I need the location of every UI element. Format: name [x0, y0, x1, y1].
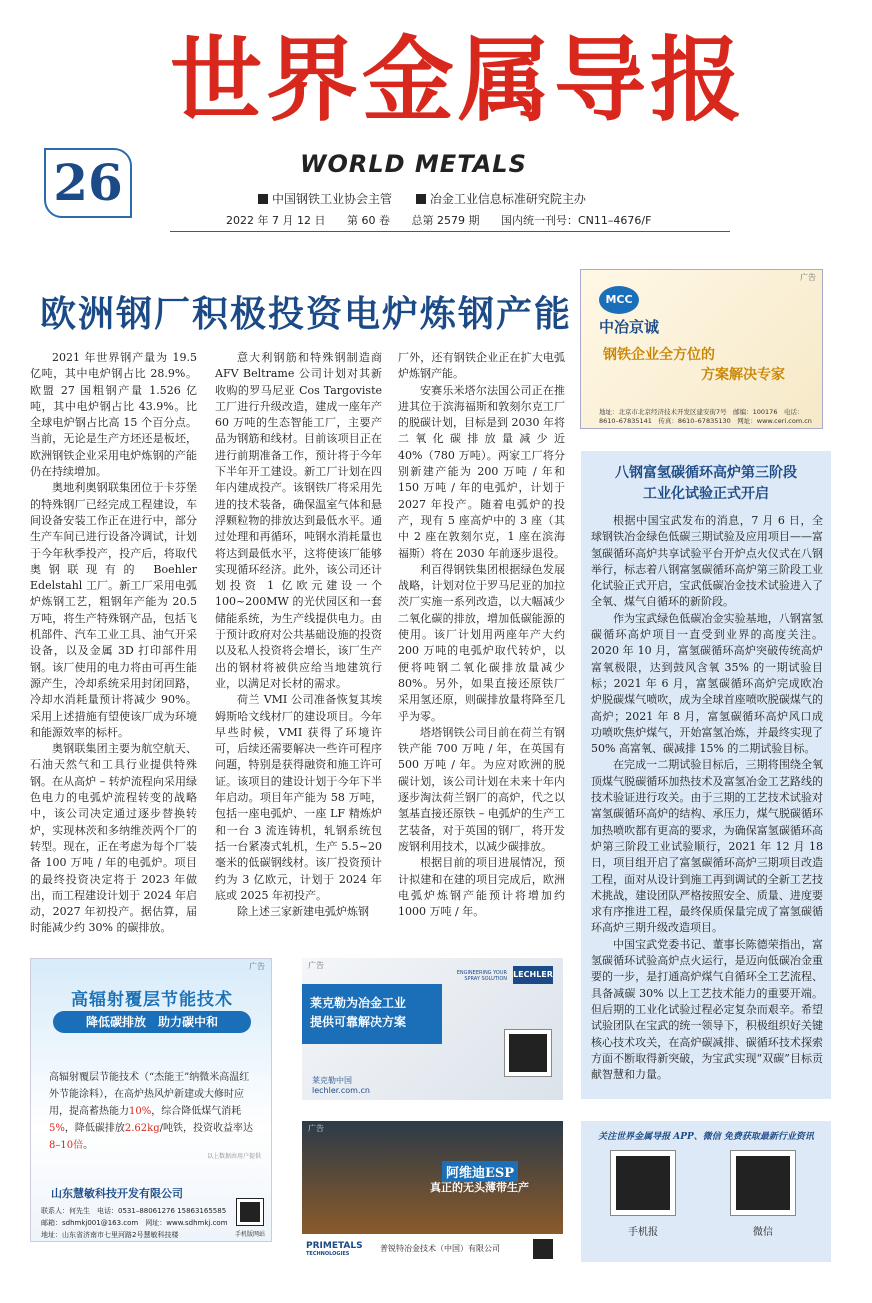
ad-primetals[interactable]	[302, 1121, 563, 1262]
ad-lechler[interactable]	[302, 958, 563, 1100]
paragraph: 塔塔钢铁公司目前在荷兰有钢铁产能 700 万吨 / 年，在英国有 500 万吨 / 年。为应对欧洲的脱碳计划，该公司计划在未来十年内逐步淘汰荷兰钢厂的高炉，代之以氢基直接还原铁 – 电弧炉的生产工艺装备，对于英国的钢厂，将开发废钢利用技术，以减少碳排放。	[398, 725, 565, 853]
paragraph: 奥地利奥钢联集团位于卡芬堡的特殊钢厂已经完成工程建设，车间设备安装工作正在进行中，部分生产车间已进行设备冷调试，计划于今年秋季投产，投产后，将取代奥钢联现有的 Boehler Edelstahl 工厂。新工厂采用电弧炉炼钢工艺，粗钢年产能为 20.5 万吨，将生产特殊钢产品，包括飞机部件、汽车工业工具、油气开采设备，以及金属 3D 打印部件用钢。该厂使用的电力将由可再生能源产生，冷却系统采用封闭回路，冷却水消耗量预计将减少 90%。采用上述措施有望使该厂成为环境和能源效率的标杆。	[30, 481, 197, 739]
lechler-contact: 莱克勒中国 lechler.com.cn	[312, 1076, 370, 1095]
ad-company: 山东慧敏科技开发有限公司	[51, 1187, 183, 1200]
issue-volume: 第 60 卷	[346, 214, 390, 227]
masthead-english: WORLD METALS	[300, 150, 527, 178]
paragraph: 根据中国宝武发布的消息，7 月 6 日，全球钢铁冶金绿色低碳三期试验及应用项目——富氢碳循环高炉共享试验平台开炉点火仪式在八钢举行，标志着八钢富氢碳循环高炉第三阶段工业化试验正式开启，宝武低碳冶金技术试验进入了全氧、煤气自循环的新阶段。	[591, 514, 823, 609]
primetals-subtitle: 真正的无头薄带生产	[430, 1181, 529, 1194]
issue-date: 2022 年 7 月 12 日	[226, 214, 326, 227]
mcc-slogan-1: 钢铁企业全方位的	[603, 347, 715, 363]
lechler-logo: LECHLER	[513, 966, 553, 984]
sidebar-body	[591, 513, 823, 1083]
masthead-rule	[170, 231, 730, 232]
primetals-logo: PRIMETALS TECHNOLOGIES	[306, 1241, 363, 1257]
square-bullet-icon	[258, 194, 268, 204]
sidebar-title	[581, 463, 831, 505]
masthead-title: 世界金属导报	[170, 26, 747, 134]
follow-header: 关注世界金属导报 APP、微信 免费获取最新行业资讯	[598, 1132, 814, 1142]
article-column-3	[398, 350, 565, 920]
ad-title: 高辐射覆层节能技术	[71, 990, 233, 1010]
mcc-logo: MCC	[599, 286, 639, 314]
paragraph: 荷兰 VMI 公司准备恢复其埃姆斯哈文线材厂的建设项目。今年早些时候，VMI 获得了环境许可，后续还需要解决一些许可程序问题，特别是获得融资和施工许可证。该项目的建设计划于今年下半年启动。项目年产能为 58 万吨，包括一座电弧炉、一座 LF 精炼炉和一台 3 流连铸机，轧钢系统包括一台紧凑式轧机，生产 5.5~20 毫米的低碳钢线材。该厂投资预计约为 3 亿欧元，计划于 2024 年底或 2025 年初投产。	[215, 693, 382, 902]
paragraph: 根据目前的项目进展情况，预计拟建和在建的项目完成后，欧洲电弧炉炼钢产能预计将增加约 1000 万吨 / 年。	[398, 856, 565, 919]
sidebar-title-line-2: 工业化试验正式开启	[643, 486, 769, 502]
qr-label: 手机版网站	[234, 1231, 265, 1238]
ad-label: 广告	[800, 273, 816, 282]
article-headline: 欧洲钢厂积极投资电炉炼钢产能	[40, 293, 573, 335]
mcc-slogan-2: 方案解决专家	[701, 367, 785, 383]
qr-code-icon[interactable]	[731, 1151, 795, 1215]
issue-line	[226, 212, 726, 228]
paragraph: 利百得钢铁集团根据绿色发展战略，计划对位于罗马尼亚的加拉茨厂实施一系列改造，以大幅减少二氧化碳的排放，增加低碳能源的使用。该厂计划用两座年产大约 200 万吨的电弧炉取代转炉，以便将吨钢二氧化碳排放量减少 80%。另外，如果直接还原铁厂采用氢还原，则碳排放量将降至几乎为零。	[398, 562, 565, 723]
paragraph: 安赛乐米塔尔法国公司正在推进其位于滨海福斯和敦刻尔克工厂的脱碳计划，目标是到 2030 年将二氧化碳排放量减少近 40%（780 万吨）。两家工厂将分别新建产能为 200 万吨 / 年和 150 万吨 / 年的电弧炉，计划于 2027 年投产。随着电弧炉的投产，现有 5 座高炉中的 3 座（其中 2 座在敦刻尔克，1 座在滨海福斯）将在 2030 年前逐步退役。	[398, 383, 565, 560]
qr-code-icon[interactable]	[533, 1239, 553, 1259]
qr-code-icon[interactable]	[505, 1030, 551, 1076]
ad-mcc[interactable]	[580, 269, 823, 429]
ad-radiation-coating[interactable]	[30, 958, 272, 1242]
ad-label: 广告	[249, 962, 265, 971]
sponsor-2: 冶金工业信息标准研究院主办	[416, 192, 586, 206]
qr-label-wechat: 微信	[753, 1227, 773, 1238]
lechler-tagline: ENGINEERING YOUR SPRAY SOLUTION	[456, 970, 507, 982]
paragraph: 意大利钢筋和特殊钢制造商 AFV Beltrame 公司计划对其新收购的罗马尼亚 Cos Targoviste 工厂进行升级改造，建成一座年产 60 万吨的生态智能工厂，主要产品为钢筋和线材。目前该项目正在进行前期准备工作，预计将于今年下半年开工建设。新工厂计划在四年内建成投产。该钢铁厂将采用先进的技术装备，确保温室气体和悬浮颗粒物的排放达到最低水平。通过处理和再循环，吨钢水消耗量也将达到最低水平，这将使该厂能够实现循环经济。此外，该公司还计划投资 1 亿欧元建设一个 100~200MW 的光伏园区和一套储能系统，为生产线提供电力。由于预计政府对公共基础设施的投资以及私人投资将会增长，该厂生产出的钢材将被供应给当地建筑行业，以满足对长材的需求。	[215, 351, 382, 690]
ad-contact: 联系人：何先生 电话：0531–88061276 15863165585 邮箱：sdhmkj001@163.com 网址：www.sdhmkj.com 地址：山东省济南市七里河路2号慧敏科技楼	[41, 1207, 228, 1239]
paragraph: 奥钢联集团主要为航空航天、石油天然气和工具行业提供特殊钢。在从高炉 – 转炉流程向采用绿色电力的电弧炉流程转变的战略中，该公司决定通过逐步替换转炉，实现林茨和多纳维茨两个厂的转型。现在，正在考虑为每个厂装备 100 万吨 / 年的电弧炉。项目的最终投资决定将于 2023 年做出，而工程建设计划于 2024 年启动，2027 年初投产。据估算，届时能减少约 30% 的碳排放。	[30, 742, 197, 935]
paragraph: 2021 年世界钢产量为 19.5 亿吨，其中电炉钢占比 28.9%。欧盟 27 国粗钢产量 1.526 亿吨，其中电炉钢占比 43.9%。比全球电炉钢占比高 15 个百分点。当前，无论是生产方坯还是板坯，欧洲钢铁企业采用电炉炼钢的产能仍在持续增加。	[30, 351, 197, 479]
page-number: 26	[44, 148, 132, 218]
square-bullet-icon	[416, 194, 426, 204]
primetals-company: 普锐特冶金技术（中国）有限公司	[380, 1244, 500, 1253]
paragraph: 中国宝武党委书记、董事长陈德荣指出，富氢碳循环试验高炉点火运行，是迈向低碳冶金重要的一步，是打通高炉煤气自循环全工艺流程、具备减碳 30% 以上工艺技术能力的重要开端。但后期的工业化试验过程必定复杂而艰辛。希望试验团队在宝武的统一领导下，积极组织好关键核心技术攻关，在高炉碳减排、碳循环技术探索方面不断取得新突破，为宝武实现“双碳”目标贡献智慧和力量。	[591, 937, 823, 1082]
ad-label: 广告	[308, 961, 324, 970]
article-column-2	[215, 350, 382, 920]
sidebar-article	[581, 451, 831, 1099]
ad-note: 以上数据由用户提供	[206, 1153, 261, 1160]
primetals-title: 阿维迪ESP	[442, 1161, 518, 1182]
ad-label: 广告	[308, 1124, 324, 1133]
sidebar-title-line-1: 八钢富氢碳循环高炉第三阶段	[615, 465, 797, 481]
qr-code-icon[interactable]	[237, 1199, 263, 1225]
sponsors	[258, 190, 606, 207]
follow-box	[581, 1121, 831, 1262]
paragraph: 在完成一二期试验目标后，三期将围绕全氧顶煤气脱碳循环加热技术及富氢冶金工艺路线的技术验证进行攻关。由于三期的工艺技术试验对富氢碳循环高炉的结构、承压力，煤气脱碳循环加热喷吹都有更高的要求，为确保富氢碳循环高炉第三阶段工业试验顺行，2021 年 12 月 18 日，项目组开启了富氢碳循环高炉三期项目改造工程，面对从设计到施工再到调试的全新工艺技术挑战，建设团队严格按照安全、质量、进度要求有序推进工程，最终保质保量完成了富氢碳循环高炉三期升级改造项目。	[591, 758, 823, 935]
mcc-name: 中冶京诚	[599, 318, 660, 336]
issue-cn-number: 国内统一刊号：CN11–4676/F	[500, 214, 652, 227]
qr-code-icon[interactable]	[611, 1151, 675, 1215]
paragraph: 作为宝武绿色低碳冶金实验基地，八钢富氢碳循环高炉项目一直受到业界的高度关注。2020 年 10 月，富氢碳循环高炉突破传统高炉富氧极限，达到鼓风含氧 35% 的一期试验目标；2021 年 6 月，富氢碳循环高炉完成欧冶炉脱碳煤气喷吹，成为全球首座喷吹脱碳煤气的高炉；2021 年 8 月，富氢碳循环高炉风口成功喷吹焦炉煤气，开始富氢冶炼，并最终实现了 50% 高富氧、碳减排 15% 的二期试验目标。	[591, 611, 823, 756]
ad-subtitle: 降低碳排放 助力碳中和	[53, 1011, 251, 1033]
sponsor-1: 中国钢铁工业协会主管	[258, 192, 392, 206]
ad-body: 高辐射覆层节能技术（“杰能王”纳微米高温红外节能涂料），在高炉热风炉新建或大修时应用，提高蓄热能力10%，综合降低煤气消耗5%，降低碳排放2.62kg/吨铁，投资收益率达8–10倍。	[49, 1072, 253, 1151]
paragraph: 除上述三家新建电弧炉炼钢	[237, 905, 369, 919]
mcc-address: 地址：北京市北京经济技术开发区建安街7号 邮编：100176 电话：8610–67835141 传真：8610–67835130 网址：www.ceri.com.cn	[599, 408, 812, 425]
issue-total: 总第 2579 期	[411, 214, 480, 227]
qr-label-mobile: 手机报	[628, 1227, 658, 1238]
lechler-title: 莱克勒为冶金工业 提供可靠解决方案	[302, 984, 442, 1044]
paragraph: 厂外，还有钢铁企业正在扩大电弧炉炼钢产能。	[398, 351, 565, 381]
article-column-1	[30, 350, 197, 937]
